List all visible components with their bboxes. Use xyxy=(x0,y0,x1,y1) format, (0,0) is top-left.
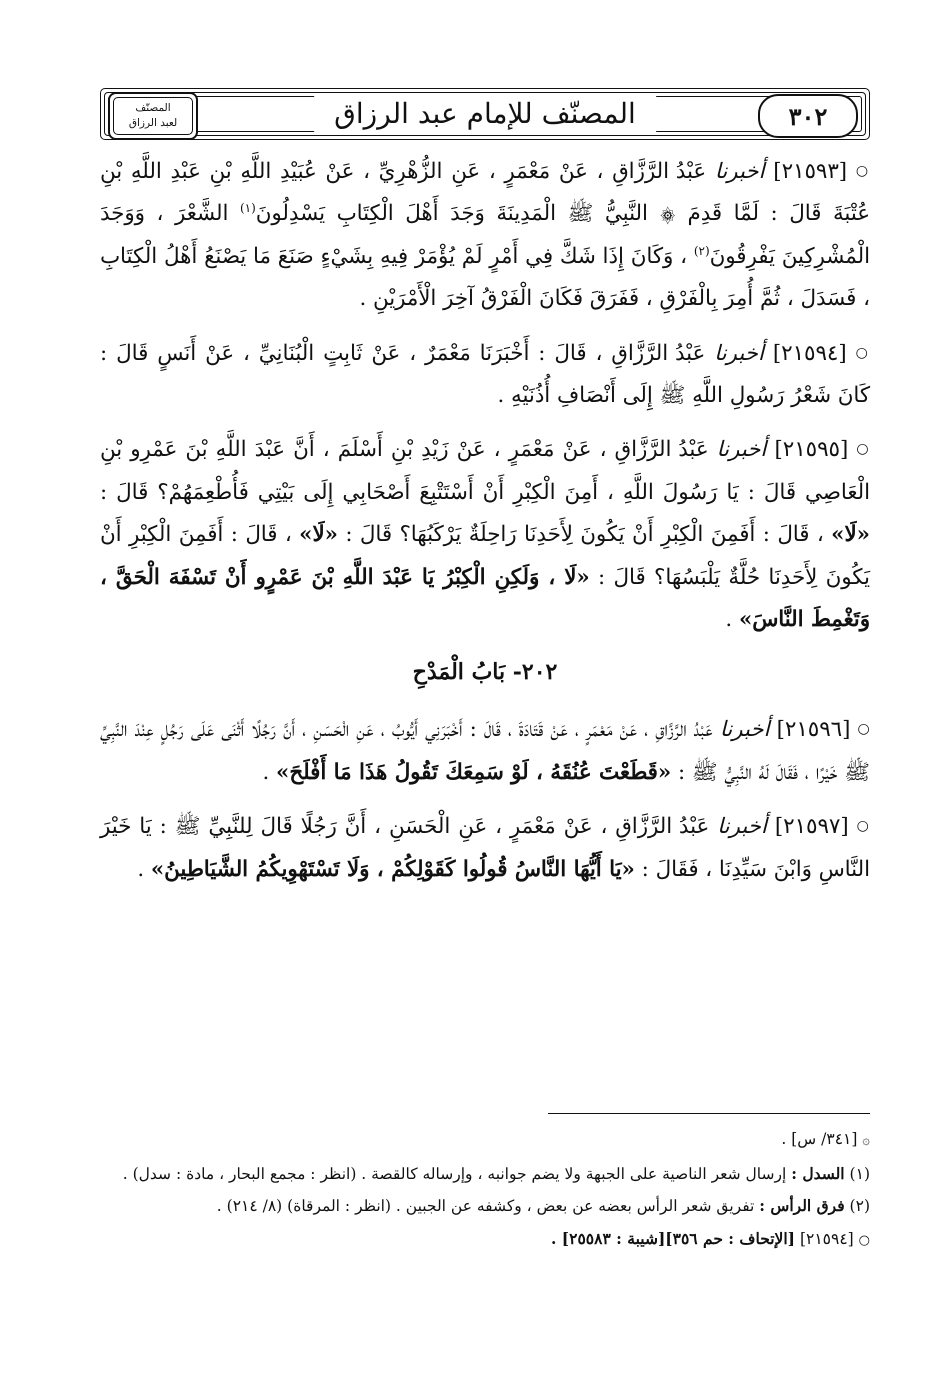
ring-marker-icon: ○ xyxy=(856,441,870,458)
hadith-text-3: ، وَكَانَ إِذَا شَكَّ فِي أَمْرٍ لَمْ يُؤْمَرْ فِيهِ بِشَيْءٍ صَنَعَ مَا يَصْنَعُ أَهْلُ الْكِتَابِ ، فَسَدَلَ ، ثُمَّ أُمِرَ بِالْفَرْقِ ، فَفَرَقَ فَكَانَ الْفَرْقُ آخِرَ الْأَمْرَيْنِ . xyxy=(100,243,870,312)
akhbarana-word: أخبرنا xyxy=(719,717,770,743)
hadith-21597 xyxy=(100,805,870,891)
hadith-text-2: الشَّعْرَ ، وَوَجَدَ الْمُشْرِكِينَ يَفْرِقُونَ xyxy=(100,201,870,269)
chapter-heading: ٢٠٢- بَابُ الْمَدْحِ xyxy=(412,659,558,686)
takhrij-number: [٢١٥٩٤] xyxy=(799,1229,854,1248)
hadith-number: [٢١٥٩٧] xyxy=(774,814,849,840)
footnotes-section xyxy=(100,1125,870,1259)
hadith-text: عَبْدُ الرَّزَّاقِ ، عَنْ مَعْمَرٍ ، عَنِ الزُّهْرِيِّ ، عَنْ عُبَيْدِ اللَّهِ بْنِ عَبْدِ اللَّهِ بْنِ عُتْبَةَ قَالَ : لَمَّا قَدِمَ ۞ النَّبِيُّ ﷺ الْمَدِينَةَ وَجَدَ أَهْلَ الْكِتَابِ يَسْدِلُونَ xyxy=(100,159,870,227)
footnote-term: السدل : xyxy=(791,1163,845,1183)
seal-line-2: لعبد الرزاق xyxy=(128,117,178,129)
hadith-end: . xyxy=(262,759,270,785)
prophet-quote-3: «لَا ، وَلَكِنِ الْكِبْرُ يَا عَبْدَ اللَّهِ بْنَ عَمْرٍو أَنْ تَسْفَهَ الْحَقَّ ، وَتَغْمِطَ النَّاسَ» xyxy=(100,564,870,633)
running-title: المصنّف للإمام عبد الرزاق xyxy=(314,96,656,132)
calligraphic-seal xyxy=(108,92,198,140)
hadith-21595 xyxy=(100,428,870,641)
akhbarana-word: أخبرنا xyxy=(714,159,765,184)
hadith-number: [٢١٥٩٥] xyxy=(774,437,849,463)
ring-marker-icon: ○ xyxy=(855,344,870,361)
footnote-separator xyxy=(548,1113,870,1114)
folio-note xyxy=(100,1125,870,1156)
hadith-text-3: ، قَالَ : أَفَمِنَ الْكِبْرِ أَنْ يَكُونَ لِأَحَدِنَا حُلَّةٌ يَلْبَسُهَا؟ قَالَ : xyxy=(100,522,870,590)
hadith-21593 xyxy=(100,150,870,321)
akhbarana-word: أخبرنا xyxy=(716,437,767,463)
footnote-2 xyxy=(100,1192,870,1221)
footnote-ref-1[interactable]: (١) xyxy=(239,201,256,216)
main-text xyxy=(100,150,870,902)
page-header xyxy=(100,88,870,140)
hadith-text: عَبْدُ الرَّزَّاقِ ، عَنْ مَعْمَرٍ ، عَنِ الْحَسَنِ ، أَنَّ رَجُلًا قَالَ لِلنَّبِيِّ ﷺ : يَا خَيْرَ النَّاسِ وَابْنَ سَيِّدِنَا ، فَقَالَ : xyxy=(100,814,870,882)
prophet-quote-1: «لَا» xyxy=(831,522,870,548)
ring-marker-icon: ○ xyxy=(855,163,870,179)
flower-icon: ۞ xyxy=(862,1133,870,1148)
hadith-21594 xyxy=(100,332,870,418)
seal-line-1: المصنّف xyxy=(135,102,171,114)
ring-marker-icon: ○ xyxy=(856,818,870,835)
footnote-ref-2[interactable]: (٢) xyxy=(693,243,710,258)
prophet-quote: «يَا أَيُّهَا النَّاسُ قُولُوا كَقَوْلِكُمْ ، وَلَا تَسْتَهْوِيكُمُ الشَّيَاطِينُ» xyxy=(150,856,635,882)
hadith-number: [٢١٥٩٦] xyxy=(776,717,851,743)
hadith-end: . xyxy=(725,607,733,633)
hadith-end: . xyxy=(137,856,145,882)
footnote-number: (١) xyxy=(849,1164,870,1183)
footnote-term: فرق الرأس : xyxy=(759,1196,845,1216)
akhbarana-word: أخبرنا xyxy=(717,814,767,840)
akhbarana-word: أخبرنا xyxy=(714,340,764,366)
footnote-number: (٢) xyxy=(849,1197,870,1216)
hadith-text: عَبْدُ الرَّزَّاقِ ، عَنْ مَعْمَرٍ ، عَنْ قَتَادَةَ ، قَالَ : أَخْبَرَنِي أَيُّوبُ ، عَنِ الْحَسَنِ ، أَنَّ رَجُلًا أَثْنَى عَلَى رَجُلٍ عِنْدَ النَّبِيِّ ﷺ خَيْرًا ، فَقَالَ لَهُ النَّبِيُّ ﷺ : xyxy=(100,717,870,785)
hadith-number: [٢١٥٩٤] xyxy=(772,340,847,366)
footnote-1 xyxy=(100,1160,870,1189)
hadith-21596 xyxy=(100,708,870,794)
hadith-number: [٢١٥٩٣] xyxy=(773,159,848,184)
takhrij-text: [الإتحاف : حم ٣٥٦][شيبة : ٢٥٥٨٣] . xyxy=(551,1228,796,1248)
folio-ref: [٣٤١/ س] . xyxy=(781,1130,858,1148)
hadith-text: عَبْدُ الرَّزَّاقِ ، قَالَ : أَخْبَرَنَا مَعْمَرٌ ، عَنْ ثَابِتٍ الْبُنَانِيِّ ، عَنْ أَنَسٍ قَالَ : كَانَ شَعْرُ رَسُولِ اللَّهِ ﷺ إِلَى أَنْصَافِ أُذُنَيْهِ . xyxy=(100,340,870,409)
prophet-quote-2: «لَا» xyxy=(299,522,338,548)
hadith-text: عَبْدُ الرَّزَّاقِ ، عَنْ مَعْمَرٍ ، عَنْ زَيْدِ بْنِ أَسْلَمَ ، أَنَّ عَبْدَ اللَّهِ بْنَ عَمْرِو بْنِ الْعَاصِي قَالَ : يَا رَسُولَ اللَّهِ ، أَمِنَ الْكِبْرِ أَنْ أَسْتَتْبِعَ أَصْحَابِي إِلَى بَيْتِي فَأُطْعِمَهُمْ؟ قَالَ : xyxy=(100,437,870,505)
hadith-text-2: ، قَالَ : أَفَمِنَ الْكِبْرِ أَنْ يَكُونَ لِأَحَدِنَا رَاحِلَةٌ يَرْكَبُهَا؟ قَالَ : xyxy=(345,522,824,548)
ring-marker-icon: ○ xyxy=(857,721,871,738)
footnote-text: تفريق شعر الرأس بعضه عن بعض ، وكشفه عن الجبين . (انظر : المرقاة) (٨/ ٢١٤) . xyxy=(216,1197,755,1216)
footnote-text: إرسال شعر الناصية على الجبهة ولا يضم جوانبه ، وإرساله كالقصة . (انظر : مجمع البحار ، مادة : سدل) . xyxy=(122,1164,787,1183)
takhrij-note xyxy=(100,1225,870,1256)
ring-marker-icon: ○ xyxy=(858,1232,870,1248)
prophet-quote: «قَطَعْتَ عُنُقَهُ ، لَوْ سَمِعَكَ تَقُولُ هَذَا مَا أَفْلَحَ» xyxy=(276,759,672,785)
page-number: ٣٠٢ xyxy=(758,94,858,138)
